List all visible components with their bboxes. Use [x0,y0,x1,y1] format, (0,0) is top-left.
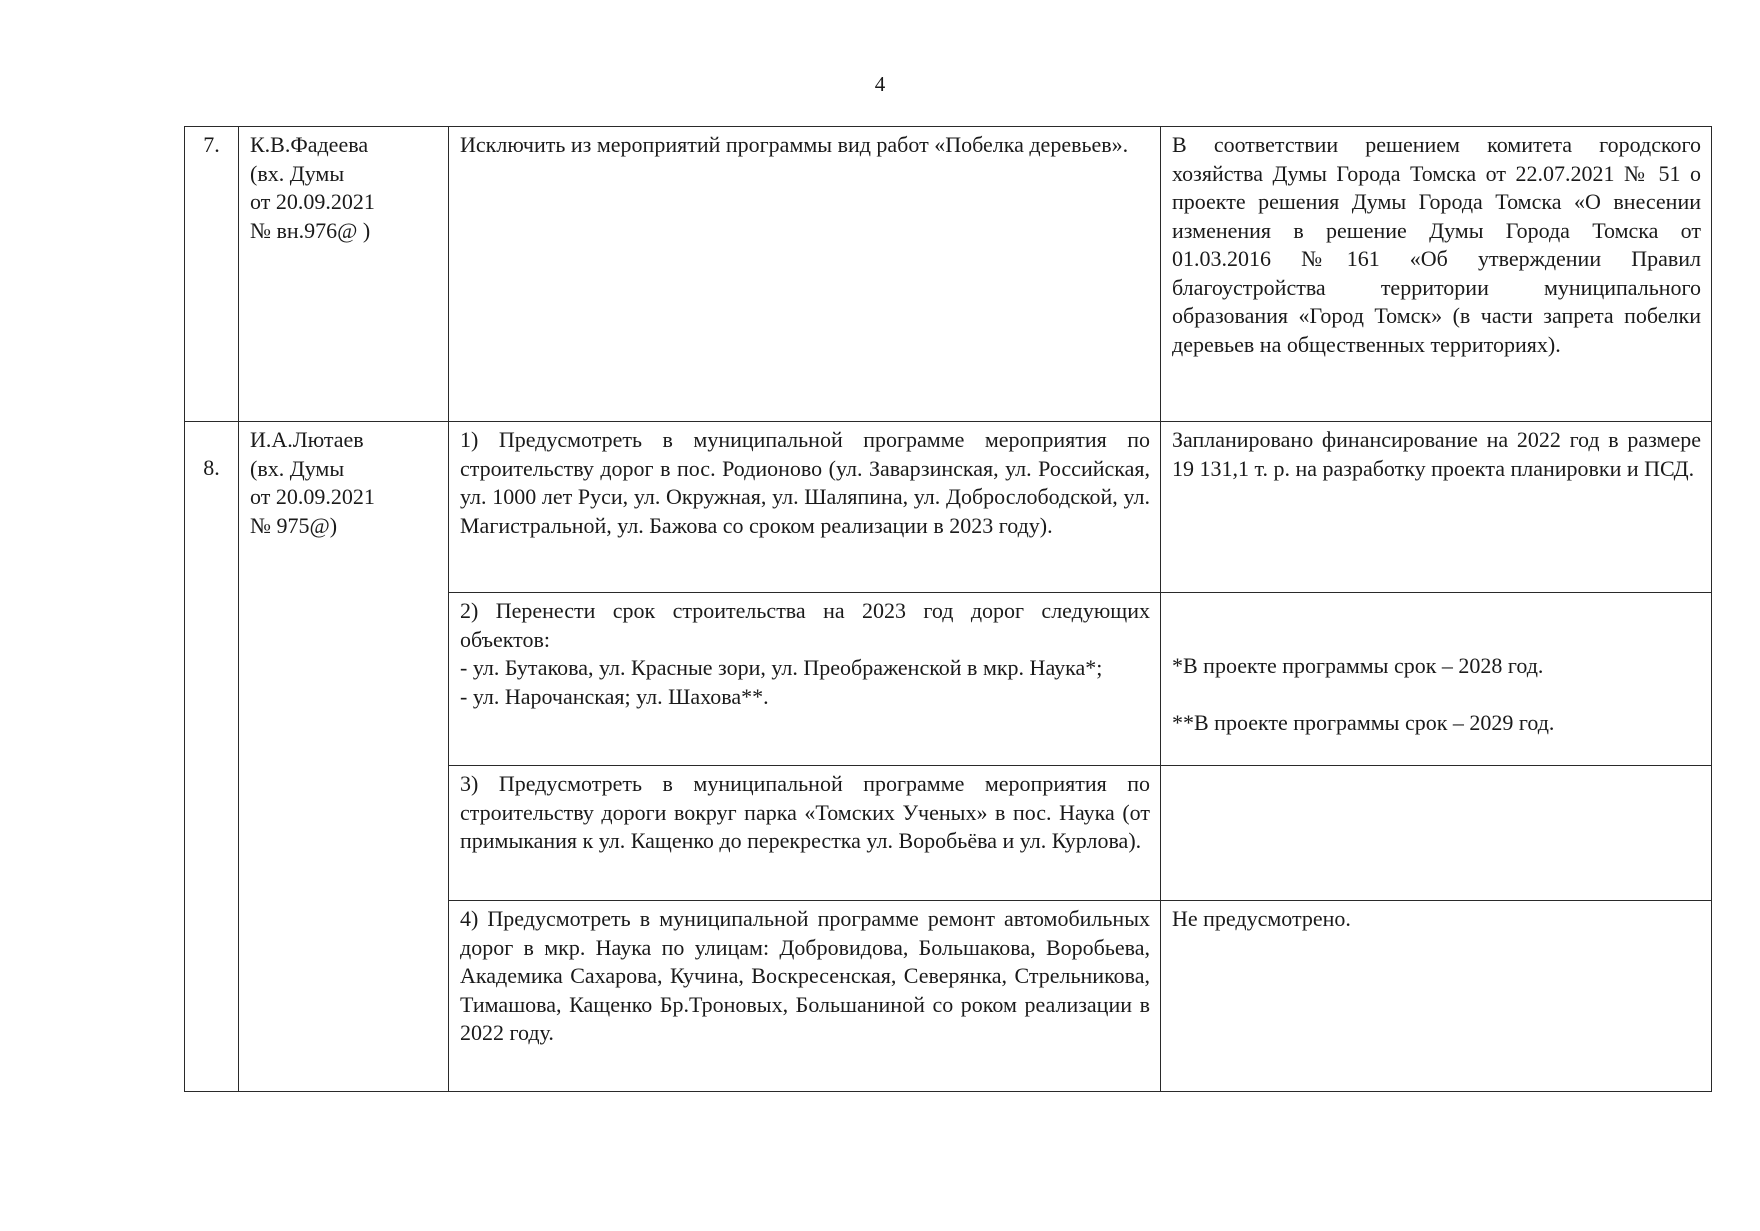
author-ref-number: № вн.976@ ) [250,217,371,243]
author-ref-date: от 20.09.2021 [250,189,375,214]
proposal-cell [449,593,1161,766]
proposal-cell: 4) Предусмотреть в муниципальной программе ремонт автомобильных дорог в мкр. Наука по улицам: Добровидова, Большакова, Воробьева, Академика Сахарова, Кучина, Воскресенская, Северянка, Стрельникова, Тимашова, Кащенко Бр.Троновых, Большаниной со роком реализации в 2022 году. [449,901,1161,1092]
author-name: И.А.Лютаев [250,427,364,452]
proposal-line: - ул. Бутакова, ул. Красные зори, ул. Преображенской в мкр. Наука*; [460,655,1103,680]
author-ref-number: № 975@) [250,512,338,538]
author-ref-date: от 20.09.2021 [250,484,375,509]
answer-cell: В соответствии решением комитета городского хозяйства Думы Города Томска от 22.07.2021 № 51 о проекте решения Думы Города Томска «О внесении изменения в решение Думы Города Томска от 01.03.2016 №161 «Об утверждении Правил благоустройства территории муниципального образования «Город Томск» (в части запрета побелки деревьев на общественных территориях). [1161,127,1712,422]
author-ref-source: (вх. Думы [250,160,345,186]
row-number: 7. [185,127,239,422]
author-cell [239,422,449,1092]
answer-cell: Запланировано финансирование на 2022 год в размере 19 131,1 т. р. на разработку проекта планировки и ПСД. [1161,422,1712,593]
proposal-cell: 3) Предусмотреть в муниципальной программе мероприятия по строительству дороги вокруг парка «Томских Ученых» в пос. Наука (от примыкания к ул. Кащенко до перекрестка ул. Воробьёва и ул. Курлова). [449,766,1161,901]
proposal-cell: 1) Предусмотреть в муниципальной программе мероприятия по строительству дорог в пос. Родионово (ул. Заварзинская, ул. Российская, ул. 1000 лет Руси, ул. Окружная, ул. Шаляпина, ул. Доброслободской, ул. Магистральной, ул. Бажова со сроком реализации в 2023 году). [449,422,1161,593]
author-name: К.В.Фадеева [250,132,369,157]
author-cell [239,127,449,422]
answer-line: **В проекте программы срок – 2029 год. [1172,709,1555,735]
table-row [185,127,1712,422]
row-number-text: 8. [203,455,220,480]
page-number: 4 [874,72,886,96]
proposals-table [184,126,1712,1092]
answer-cell [1161,766,1712,901]
proposal-cell: Исключить из мероприятий программы вид работ «Побелка деревьев». [449,127,1161,422]
answer-cell: Не предусмотрено. [1161,901,1712,1092]
answer-line: *В проекте программы срок – 2028 год. [1172,653,1544,678]
row-number [185,422,239,1092]
table-row [185,422,1712,593]
proposal-line: - ул. Нарочанская; ул. Шахова**. [460,683,769,709]
proposal-line: 2) Перенести срок строительства на 2023 год дорог следующих объектов: [460,598,1150,652]
answer-cell [1161,593,1712,766]
author-ref-source: (вх. Думы [250,455,345,481]
